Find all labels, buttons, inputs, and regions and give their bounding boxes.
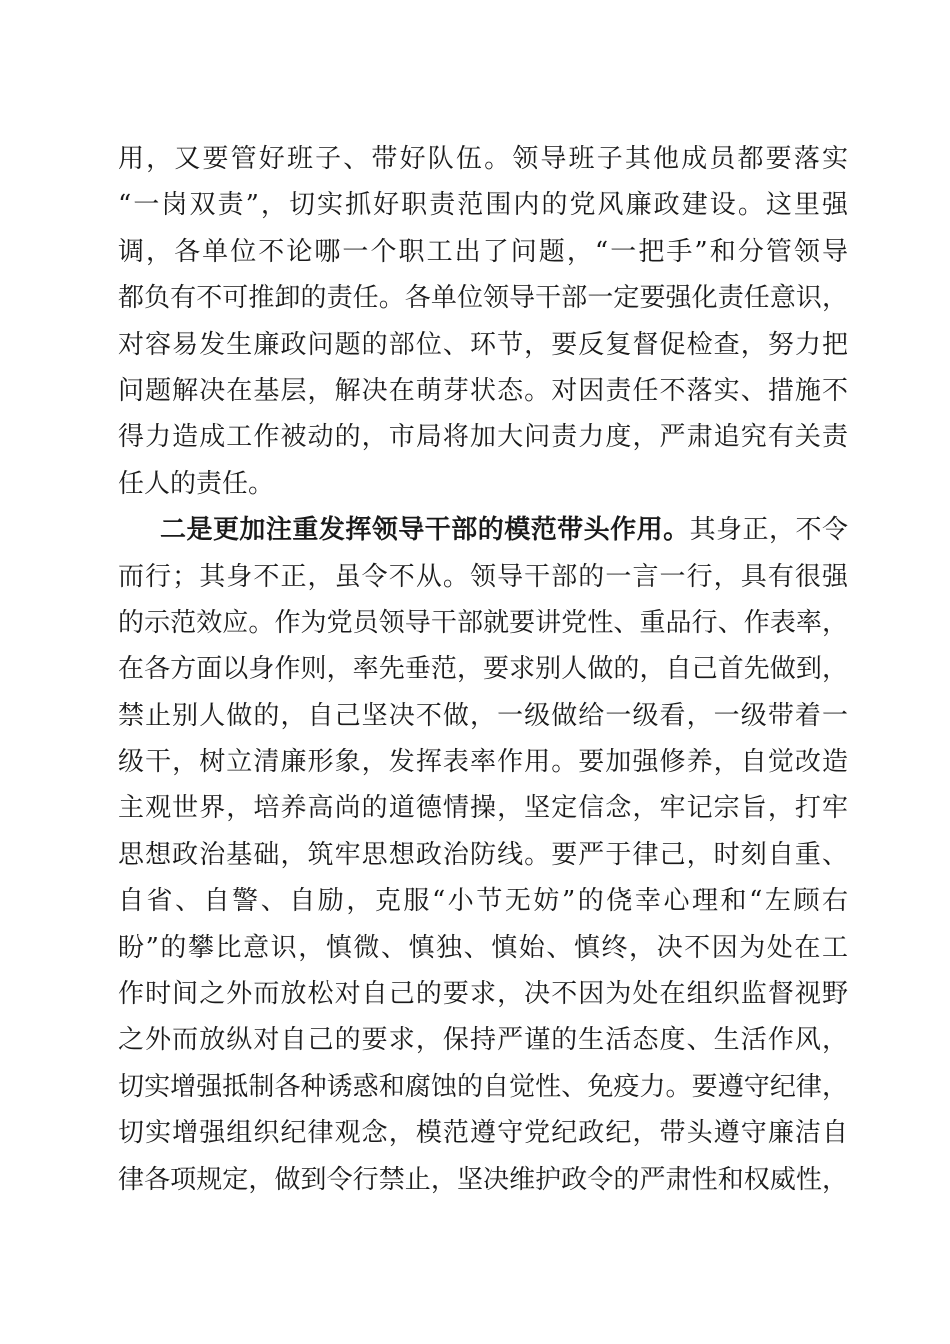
paragraph-2 xyxy=(118,507,848,1203)
text-line: 级干，树立清廉形象，发挥表率作用。要加强修养，自觉改造 xyxy=(118,747,848,778)
paragraph-1 xyxy=(118,136,848,507)
text-line: “一岗双责”，切实抓好职责范围内的党风廉政建设。这里强 xyxy=(118,190,848,221)
text-line: 都负有不可推卸的责任。各单位领导干部一定要强化责任意识， xyxy=(118,283,848,314)
text-line: 在各方面以身作则，率先垂范，要求别人做的，自己首先做到， xyxy=(118,654,848,685)
first-line-text: 其身正，不令 xyxy=(689,515,848,546)
text-line: 主观世界，培养高尚的道德情操，坚定信念，牢记宗旨，打牢 xyxy=(118,793,848,824)
paragraph-2-first-line xyxy=(118,507,848,553)
text-line: 切实增强组织纪律观念，模范遵守党纪政纪，带头遵守廉洁自 xyxy=(118,1118,848,1149)
text-line: 问题解决在基层，解决在萌芽状态。对因责任不落实、措施不 xyxy=(118,375,848,406)
paragraph-heading: 二是更加注重发挥领导干部的模范带头作用。 xyxy=(160,515,690,546)
text-line: 思想政治基础，筑牢思想政治防线。要严于律己，时刻自重、 xyxy=(118,839,848,870)
text-line: 作时间之外而放松对自己的要求，决不因为处在组织监督视野 xyxy=(118,979,848,1010)
text-line: 调，各单位不论哪一个职工出了问题，“一把手”和分管领导 xyxy=(118,236,848,267)
text-line: 自省、自警、自励，克服“小节无妨”的侥幸心理和“左顾右 xyxy=(118,886,848,917)
text-line: 得力造成工作被动的，市局将加大问责力度，严肃追究有关责 xyxy=(118,422,848,453)
text-line: 而行；其身不正，虽令不从。领导干部的一言一行，具有很强 xyxy=(118,561,848,592)
text-line: 任人的责任。 xyxy=(118,468,275,499)
text-line: 的示范效应。作为党员领导干部就要讲党性、重品行、作表率， xyxy=(118,607,848,638)
text-line: 禁止别人做的，自己坚决不做，一级做给一级看，一级带着一 xyxy=(118,700,848,731)
text-line: 用，又要管好班子、带好队伍。领导班子其他成员都要落实 xyxy=(118,144,848,174)
text-line: 盼”的攀比意识，慎微、慎独、慎始、慎终，决不因为处在工 xyxy=(118,932,848,963)
text-line: 对容易发生廉政问题的部位、环节，要反复督促检查，努力把 xyxy=(118,329,848,360)
text-line: 律各项规定，做到令行禁止，坚决维护政令的严肃性和权威性， xyxy=(118,1164,848,1195)
text-line: 之外而放纵对自己的要求，保持严谨的生活态度、生活作风， xyxy=(118,1025,848,1056)
text-line: 切实增强抵制各种诱惑和腐蚀的自觉性、免疫力。要遵守纪律， xyxy=(118,1071,848,1102)
document-body xyxy=(118,136,848,1203)
